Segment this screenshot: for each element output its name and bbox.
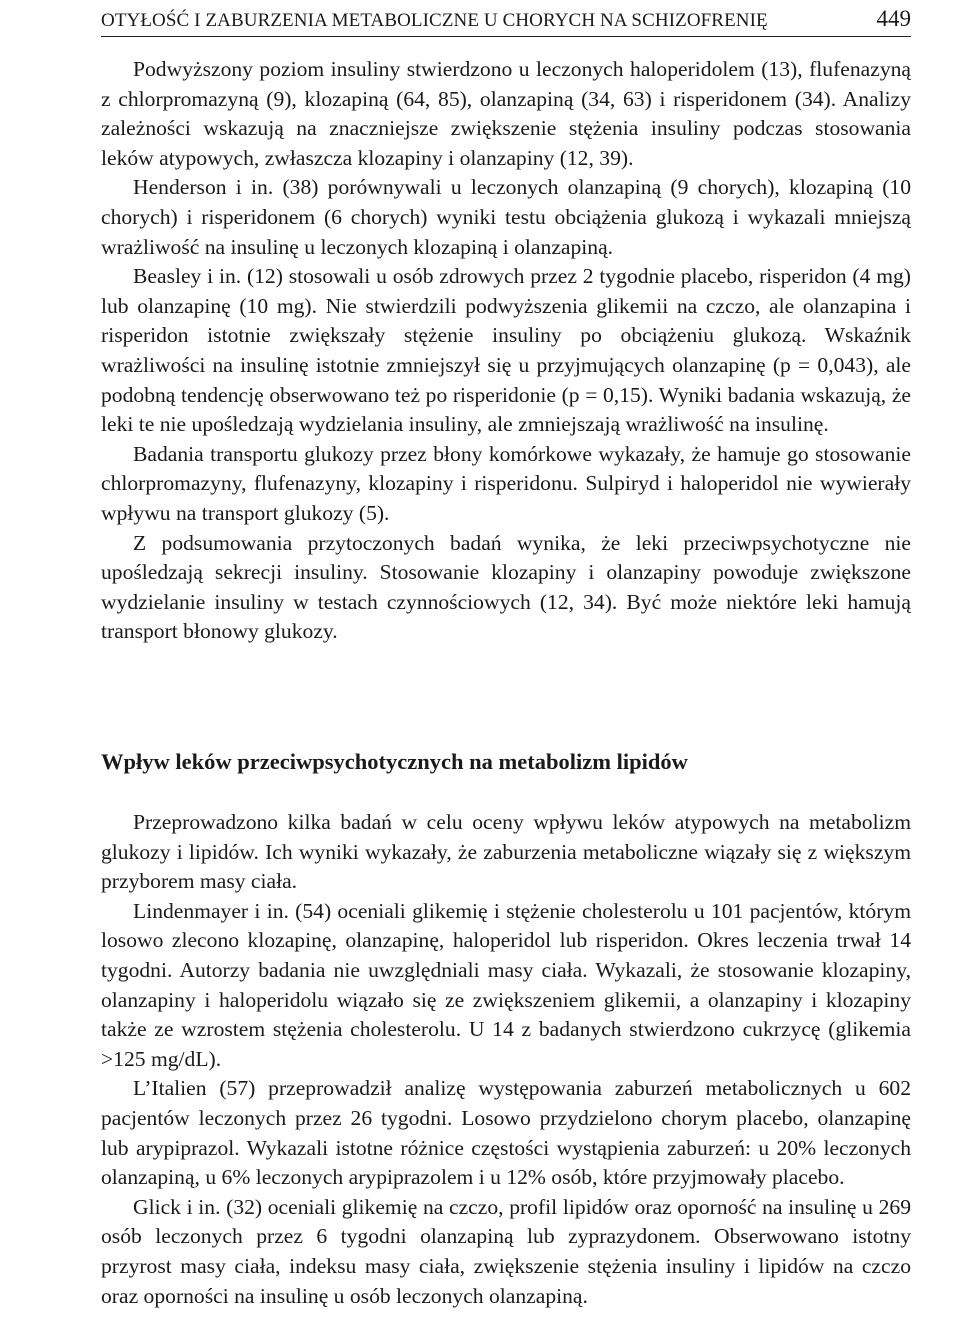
paragraph: Przeprowadzono kilka badań w celu oceny wpływu leków atypowych na metabolizm glukozy i lipidów. Ich wyniki wykazały, że zaburzenia metaboliczne wiązały się z większym przyborem masy ciała.: [101, 810, 911, 894]
page-number: 449: [876, 6, 911, 31]
paragraph: L’Italien (57) przeprowadził analizę występowania zaburzeń metabolicznych u 602 pacjentów leczonych przez 26 tygodni. Losowo przydzielono chorym placebo, olanzapinę lub arypiprazol. Wykazali istotne różnice częstości wystąpienia zaburzeń: u 20% leczonych olanzapiną, u 6% leczonych arypiprazolem i u 12% osób, które przyjmowały placebo.: [101, 1076, 911, 1190]
running-header: [101, 4, 911, 37]
paragraph: Badania transportu glukozy przez błony komórkowe wykazały, że hamuje go stosowanie chlorpromazyny, flufenazyny, klozapiny i risperidonu. Sulpiryd i haloperidol nie wywierały wpływu na transport glukozy (5).: [101, 441, 911, 525]
paragraph: Z podsumowania przytoczonych badań wynika, że leki przeciwpsychotyczne nie upośledzają sekrecji insuliny. Stosowanie klozapiny i olanzapiny powoduje zwiększone wydzielanie insuliny w testach czynnościowych (12, 34). Być może niektóre leki hamują transport błonowy glukozy.: [101, 530, 911, 644]
section-lipids-text: [101, 808, 911, 1311]
paragraph: Henderson i in. (38) porównywali u leczonych olanzapiną (9 chorych), klozapiną (10 chorych) i risperidonem (6 chorych) wyniki testu obciążenia glukozą i wykazali mniejszą wrażliwość na insulinę u leczonych klozapiną i olanzapiną.: [101, 175, 911, 259]
paragraph: Glick i in. (32) oceniali glikemię na czczo, profil lipidów oraz oporność na insulinę u 269 osób leczonych przez 6 tygodni olanzapiną lub zyprazydonem. Obserwowano istotny przyrost masy ciała, indeksu masy ciała, zwiększenie stężenia insuliny i lipidów na czczo oraz oporności na insulinę u osób leczonych olanzapiną.: [101, 1194, 911, 1308]
paragraph: Lindenmayer i in. (54) oceniali glikemię i stężenie cholesterolu u 101 pacjentów, którym losowo zlecono klozapinę, olanzapinę, haloperidol lub risperidon. Okres leczenia trwał 14 tygodni. Autorzy badania nie uwzględniali masy ciała. Wykazali, że stosowanie klozapiny, olanzapiny i haloperidolu wiązało się ze zwiększeniem glikemii, a olanzapiny i klozapiny także ze wzrostem stężenia cholesterolu. U 14 z badanych stwierdzono cukrzycę (glikemia >125 mg/dL).: [101, 898, 911, 1071]
paragraph: Podwyższony poziom insuliny stwierdzono u leczonych haloperidolem (13), flufenazyną z chlorpromazyną (9), klozapiną (64, 85), olanzapiną (34, 63) i risperidonem (34). Analizy zależności wskazują na znaczniejsze zwiększenie stężenia insuliny podczas stosowania leków atypowych, zwłaszcza klozapiny i olanzapiny (12, 39).: [101, 57, 911, 170]
paragraph: Beasley i in. (12) stosowali u osób zdrowych przez 2 tygodnie placebo, risperidon (4 mg) lub olanzapinę (10 mg). Nie stwierdzili podwyższenia glikemii na czczo, ale olanzapina i risperidon istotnie zwiększały stężenie insuliny po obciążeniu glukozą. Wskaźnik wrażliwości na insulinę istotnie zmniejszył się u przyjmujących olanzapinę (p = 0,043), ale podobną tendencję obserwowano też po risperidonie (p = 0,15). Wyniki badania wskazują, że leki te nie upośledzają wydzielania insuliny, ale zmniejszają wrażliwość na insulinę.: [101, 264, 911, 437]
section-insulin-text: [101, 55, 911, 647]
section-heading: Wpływ leków przeciwpsychotycznych na metabolizm lipidów: [101, 749, 688, 774]
running-title: OTYŁOŚĆ I ZABURZENIA METABOLICZNE U CHORYCH NA SCHIZOFRENIĘ: [101, 10, 768, 31]
